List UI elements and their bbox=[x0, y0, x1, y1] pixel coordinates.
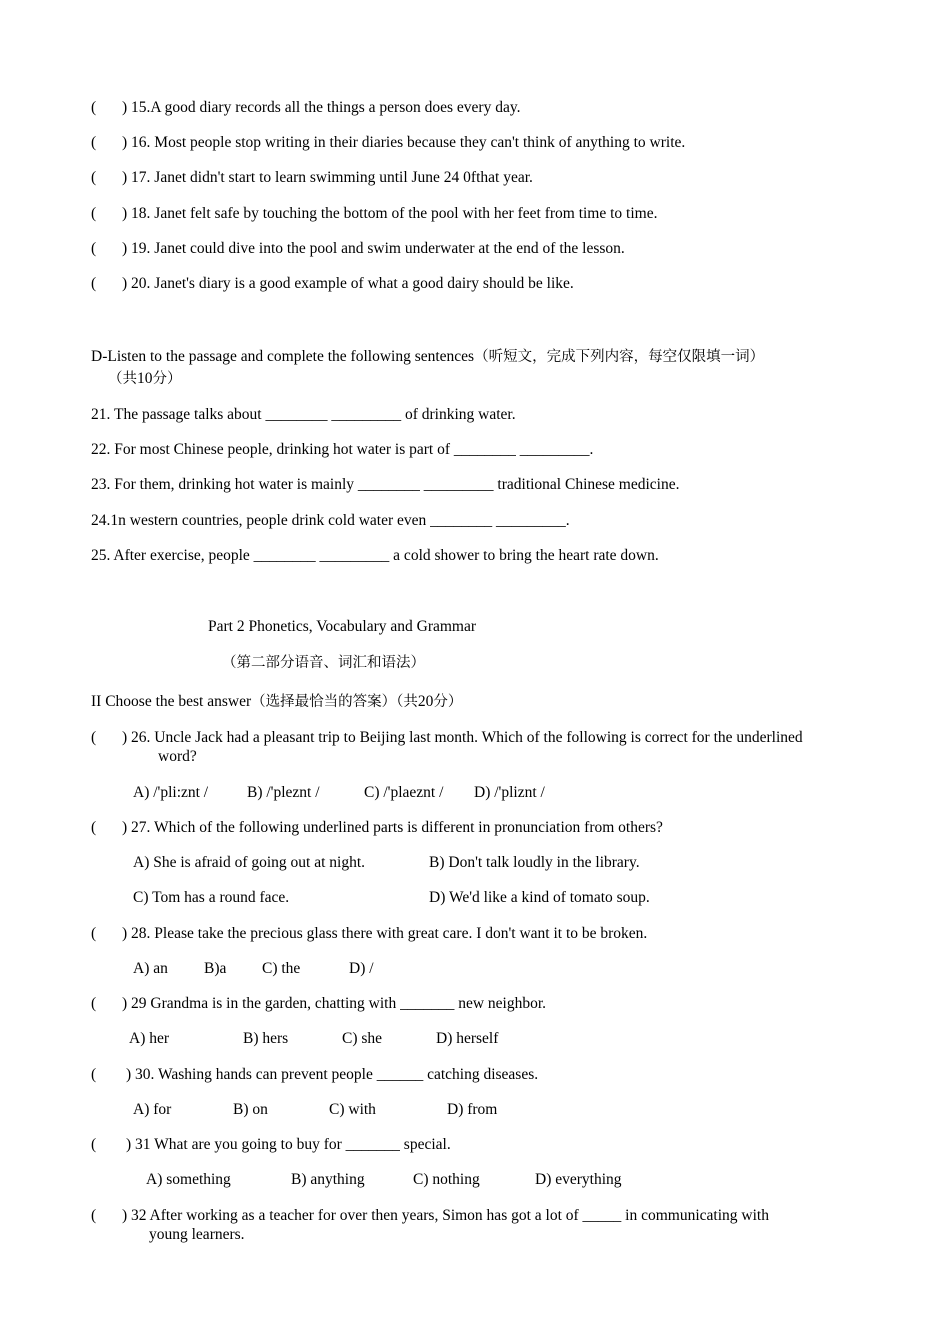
question-20-text: ) 20. Janet's diary is a good example of what a good dairy should be like. bbox=[122, 275, 574, 292]
question-26-text-line2: word? bbox=[158, 748, 197, 765]
question-31-text: ) 31 What are you going to buy for _______ special. bbox=[126, 1136, 451, 1153]
q29-option-b[interactable]: B) hers bbox=[243, 1030, 289, 1047]
question-29-text: ) 29 Grandma is in the garden, chatting with _______ new neighbor. bbox=[122, 995, 547, 1012]
question-15 bbox=[91, 98, 521, 117]
question-18 bbox=[91, 204, 658, 223]
q27-option-c[interactable]: C) Tom has a round face. bbox=[133, 889, 290, 906]
q27-option-d[interactable]: D) We'd like a kind of tomato soup. bbox=[429, 889, 650, 906]
paren-open: ( bbox=[91, 819, 97, 836]
question-22: 22. For most Chinese people, drinking hot water is part of ________ _________. bbox=[91, 441, 594, 458]
paren-open: ( bbox=[91, 275, 97, 292]
question-16-text: ) 16. Most people stop writing in their diaries because they can't think of anything to write. bbox=[122, 134, 686, 151]
question-26-text: ) 26. Uncle Jack had a pleasant trip to Beijing last month. Which of the following is correct for the underlined bbox=[122, 729, 803, 746]
paren-open: ( bbox=[91, 205, 97, 222]
q30-option-b[interactable]: B) on bbox=[233, 1101, 268, 1118]
section-d-title-en: D-Listen to the passage and complete the following sentences bbox=[91, 348, 475, 365]
question-32-text-line2: young learners. bbox=[149, 1226, 245, 1243]
question-17 bbox=[91, 168, 533, 187]
q27-option-b[interactable]: B) Don't talk loudly in the library. bbox=[429, 854, 640, 871]
question-16 bbox=[91, 133, 686, 152]
question-19 bbox=[91, 239, 625, 258]
q28-option-d[interactable]: D) / bbox=[349, 960, 374, 977]
q28-option-a[interactable]: A) an bbox=[133, 960, 168, 977]
q29-option-c[interactable]: C) she bbox=[342, 1030, 383, 1047]
question-20 bbox=[91, 274, 574, 293]
section-d-heading bbox=[91, 347, 764, 367]
q28-option-c[interactable]: C) the bbox=[262, 960, 301, 977]
section-d-points: 10 bbox=[137, 370, 153, 387]
question-30 bbox=[91, 1065, 539, 1084]
section-d-points-prefix: （共 bbox=[108, 371, 137, 387]
q31-option-d[interactable]: D) everything bbox=[535, 1171, 622, 1188]
q30-option-c[interactable]: C) with bbox=[329, 1101, 376, 1118]
q31-option-c[interactable]: C) nothing bbox=[413, 1171, 480, 1188]
q31-option-a[interactable]: A) something bbox=[146, 1171, 231, 1188]
question-21: 21. The passage talks about ________ _________ of drinking water. bbox=[91, 406, 516, 423]
question-31 bbox=[91, 1135, 451, 1154]
section-ii-title-cn: （选择最恰当的答案）（共 bbox=[251, 694, 418, 710]
q26-option-a[interactable]: A) /'pli:znt / bbox=[133, 784, 209, 801]
part2-title: Part 2 Phonetics, Vocabulary and Grammar bbox=[208, 618, 477, 635]
question-19-text: ) 19. Janet could dive into the pool and swim underwater at the end of the lesson. bbox=[122, 240, 625, 257]
q30-option-a[interactable]: A) for bbox=[133, 1101, 172, 1118]
question-15-text: ) 15.A good diary records all the things a person does every day. bbox=[122, 99, 521, 116]
question-30-text: ) 30. Washing hands can prevent people ______ catching diseases. bbox=[126, 1066, 539, 1083]
paren-open: ( bbox=[91, 1207, 97, 1224]
question-27-text: ) 27. Which of the following underlined parts is different in pronunciation from others? bbox=[122, 819, 663, 836]
q28-option-b[interactable]: B)a bbox=[204, 960, 227, 977]
section-ii-title-en: II Choose the best answer bbox=[91, 693, 252, 710]
section-ii-points: 20 bbox=[417, 693, 434, 710]
q29-option-d[interactable]: D) herself bbox=[436, 1030, 499, 1047]
q26-option-b[interactable]: B) /'pleznt / bbox=[247, 784, 320, 801]
question-18-text: ) 18. Janet felt safe by touching the bottom of the pool with her feet from time to time. bbox=[122, 205, 658, 222]
section-d-heading-line2 bbox=[108, 369, 182, 389]
section-ii-heading bbox=[91, 692, 462, 712]
question-17-text: ) 17. Janet didn't start to learn swimming until June 24 0fthat year. bbox=[122, 169, 533, 186]
paren-open: ( bbox=[91, 240, 97, 257]
paren-open: ( bbox=[91, 1136, 97, 1153]
question-29 bbox=[91, 994, 547, 1013]
question-27 bbox=[91, 818, 663, 837]
paren-open: ( bbox=[91, 99, 97, 116]
question-26 bbox=[91, 728, 803, 747]
q30-option-d[interactable]: D) from bbox=[447, 1101, 498, 1118]
paren-open: ( bbox=[91, 925, 97, 942]
q26-option-c[interactable]: C) /'plaeznt / bbox=[364, 784, 444, 801]
question-25: 25. After exercise, people ________ _________ a cold shower to bring the heart rate down. bbox=[91, 547, 659, 564]
q26-option-d[interactable]: D) /'pliznt / bbox=[474, 784, 545, 801]
question-32 bbox=[91, 1206, 769, 1225]
paren-open: ( bbox=[91, 1066, 97, 1083]
question-23: 23. For them, drinking hot water is mainly ________ _________ traditional Chinese medicine. bbox=[91, 476, 680, 493]
question-28 bbox=[91, 924, 648, 943]
q29-option-a[interactable]: A) her bbox=[129, 1030, 170, 1047]
paren-open: ( bbox=[91, 134, 97, 151]
paren-open: ( bbox=[91, 169, 97, 186]
paren-open: ( bbox=[91, 729, 97, 746]
paren-open: ( bbox=[91, 995, 97, 1012]
part2-title-cn: （第二部分语音、词汇和语法） bbox=[222, 655, 425, 671]
question-32-text: ) 32 After working as a teacher for over then years, Simon has got a lot of _____ in communicating with bbox=[122, 1207, 769, 1224]
question-24: 24.1n western countries, people drink cold water even ________ _________. bbox=[91, 512, 570, 529]
q31-option-b[interactable]: B) anything bbox=[291, 1171, 365, 1188]
section-d-title-cn: （听短文，完成下列内容，每空仅限填一词） bbox=[474, 349, 765, 365]
q27-option-a[interactable]: A) She is afraid of going out at night. bbox=[133, 854, 366, 871]
section-ii-points-suffix: 分） bbox=[433, 694, 463, 710]
section-d-points-suffix: 分） bbox=[152, 371, 182, 387]
question-28-text: ) 28. Please take the precious glass there with great care. I don't want it to be broken. bbox=[122, 925, 648, 942]
